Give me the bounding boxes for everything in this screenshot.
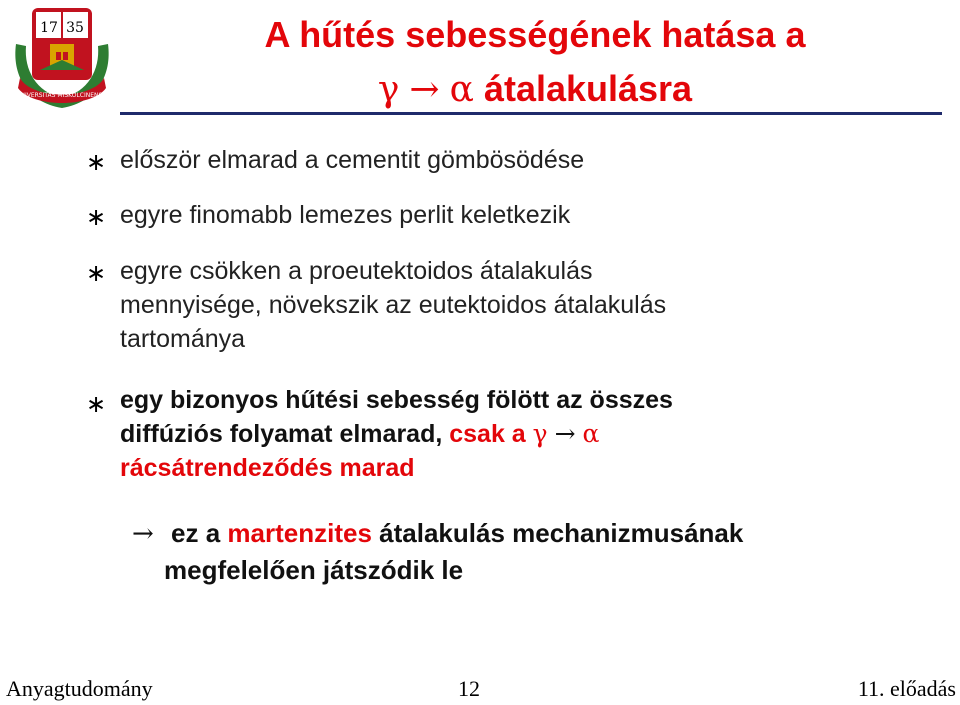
bullet-item-4-line-2-start: diffúziós folyamat elmarad, bbox=[120, 420, 443, 448]
bullet-item-2: egyre finomabb lemezes perlit keletkezik bbox=[120, 201, 571, 229]
seal-year-right: 35 bbox=[66, 20, 84, 36]
seal-year-left: 17 bbox=[40, 20, 58, 36]
bullet-item-4-line-1: egy bizonyos hűtési sebesség fölött az összes bbox=[120, 386, 673, 414]
bullet-marker: ∗ bbox=[86, 148, 107, 176]
bullet-item-4 bbox=[120, 383, 920, 485]
bullet-marker: ∗ bbox=[86, 203, 107, 231]
sub-point-line-1 bbox=[132, 515, 932, 552]
sub-point-post: átalakulás mechanizmusának bbox=[379, 518, 744, 548]
bullet-item-1: először elmarad a cementit gömbösödése bbox=[120, 146, 585, 174]
sub-point-arrow-icon: → bbox=[132, 519, 154, 549]
bullet-item-3-line-3: tartománya bbox=[120, 325, 246, 353]
footer-page-number: 12 bbox=[458, 676, 480, 701]
title-arrow: → bbox=[409, 69, 440, 110]
sub-point-pre: ez a bbox=[171, 518, 221, 548]
title-line-2-rest: átalakulásra bbox=[483, 68, 693, 109]
bullet-item-4-arrow: → bbox=[554, 419, 576, 448]
bullet-marker: ∗ bbox=[86, 259, 107, 287]
bullet-item-4-alpha: α bbox=[582, 419, 600, 448]
bullet-item-3 bbox=[120, 254, 920, 356]
bullet-item-4-line-3: rácsátrendeződés marad bbox=[120, 454, 415, 482]
seal-ring-text: UNIVERSITAS MISKOLCINENSIS bbox=[16, 92, 108, 99]
bullet-marker: ∗ bbox=[86, 390, 107, 418]
bullet-item-4-line-2-red: csak a bbox=[449, 420, 526, 448]
title-line-1: A hűtés sebességének hatása a bbox=[264, 14, 806, 55]
footer-course: Anyagtudomány bbox=[6, 676, 153, 701]
bullet-item-3-line-2: mennyisége, növekszik az eutektoidos átalakulás bbox=[120, 291, 667, 319]
sub-point-line-2: megfelelően játszódik le bbox=[164, 555, 464, 585]
bullet-item-3-line-1: egyre csökken a proeutektoidos átalakulás bbox=[120, 257, 593, 285]
sub-point-red: martenzites bbox=[227, 518, 372, 548]
title-alpha: α bbox=[449, 69, 474, 110]
bullet-item-4-gamma: γ bbox=[532, 419, 548, 448]
sub-point bbox=[132, 515, 932, 588]
footer-lecture: 11. előadás bbox=[857, 676, 956, 701]
bullet-item-4-line-2 bbox=[120, 417, 920, 451]
title-gamma: γ bbox=[377, 69, 400, 110]
